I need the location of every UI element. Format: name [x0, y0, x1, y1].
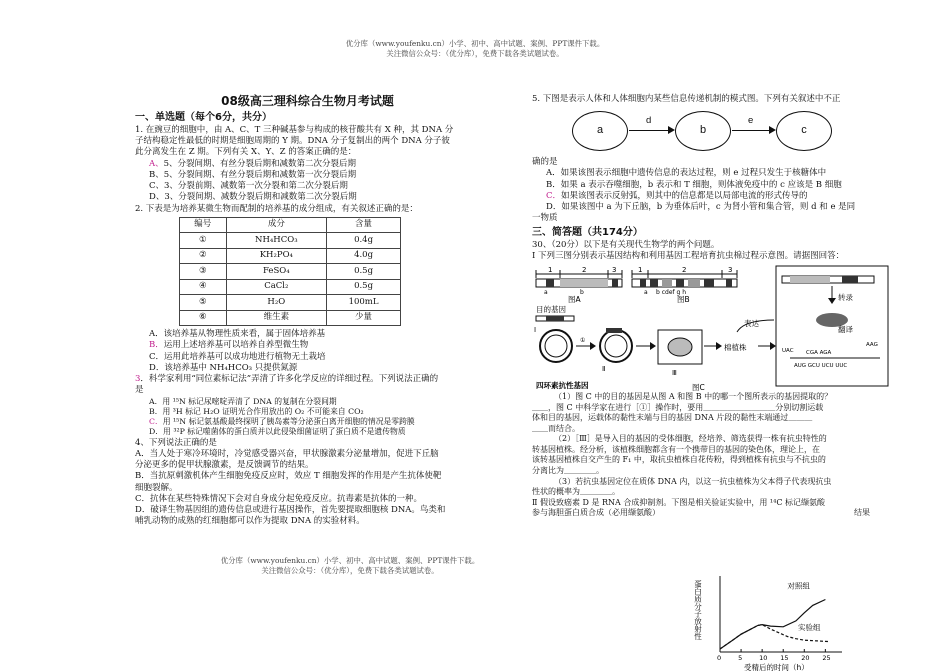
- q30-part1-stem: Ⅰ 下列三图分别表示基因结构和利用基因工程培育抗虫棉过程示意图。请据图回答：: [532, 250, 845, 261]
- node-b: b: [675, 111, 731, 151]
- target-gene-label: 目的基因: [536, 305, 566, 315]
- gene-structure-figure: [532, 262, 890, 392]
- question-5: [532, 94, 890, 225]
- q1-option-c: C、3、分裂前期、减数第一次分裂和第二次分裂后期: [149, 181, 348, 192]
- q1-option-a: [135, 159, 480, 170]
- node-a: a: [572, 111, 628, 151]
- q30-sub2-line4: 分离比为＿＿＿＿。: [532, 465, 604, 475]
- q1-stem-1: 1. 在豌豆的细胞中，由 A、C、T 三种碱基参与构成的核苷酸共有 X 种，其 DNA 分: [135, 125, 454, 136]
- q3-option-b: B．用 ³H 标记 H₂O 证明光合作用放出的 O₂ 不可能来自 CO₂: [149, 406, 364, 416]
- x-tick-label: 10: [759, 654, 768, 662]
- q3-stem-text: ．科学家利用“同位素标记法”弄清了许多化学反应的详细过程。下列说法正确的: [140, 374, 439, 385]
- table-row: [180, 248, 401, 264]
- x-axis-label: 受精后的时间（h）: [744, 663, 809, 672]
- q5-stem: 5. 下图是表示人体和人体细胞内某些信息传递机制的模式图。下列有关叙述中不正: [532, 94, 841, 104]
- q5-option-a: A．如果该图表示细胞中遗传信息的表达过程，则 e 过程只发生于核糖体中: [546, 168, 827, 179]
- chart-axes: [720, 576, 842, 652]
- table-cell: ④: [180, 279, 227, 295]
- q30-sub2-line1: （2）［Ⅲ］是导入目的基因的受体细胞，经培养、筛选获得一株有抗虫特性的: [554, 434, 827, 444]
- q4-option-c: C．抗体在某些特殊情况下会对自身成分起免疫反应。抗毒素是抗体的一种。: [135, 493, 423, 504]
- q3-option-c-key: C．: [149, 417, 163, 427]
- table-cell: ③: [180, 264, 227, 280]
- node-c: c: [776, 111, 832, 151]
- q1-option-a-key: A、: [149, 158, 164, 169]
- label-roman-1: Ⅰ: [534, 326, 537, 335]
- codon-sequence-2: CGA AGA: [806, 350, 832, 357]
- codon-sequence: AUG GCU UCU UUC: [794, 363, 848, 370]
- q30-sub2-line2: 转基因植株。经分析，该植株细胞都含有一个携带目的基因的染色体，理论上，在: [532, 444, 820, 454]
- table-row: [180, 264, 401, 280]
- fig-b-label-3: 3: [728, 266, 733, 275]
- medium-table: [179, 217, 401, 327]
- tetracycline-gene-label: 四环素抗性基因: [536, 381, 589, 391]
- express-label: 表达: [744, 319, 759, 329]
- expression-panel: [776, 266, 888, 386]
- q2-option-c: C．运用此培养基可以成功地进行植物无土栽培: [149, 351, 326, 362]
- question-3: [135, 374, 480, 438]
- q2-option-b-key: B．: [149, 340, 164, 351]
- radioactivity-chart: [690, 574, 850, 672]
- x-tick-label: 25: [822, 654, 831, 662]
- q4-option-d-1: D．破译生物基因组的遗传信息或进行基因操作，首先要提取细胞核 DNA。鸟类和: [135, 505, 446, 516]
- q2-stem: 2. 下表是为培养某微生物而配制的培养基的成分组成，有关叙述正确的是：: [135, 203, 418, 214]
- anticodon-aag: AAG: [866, 342, 878, 349]
- svg-text:a: a: [644, 289, 648, 297]
- x-tick-label: 15: [780, 654, 789, 662]
- footer-line-2: 关注微信公众号：（优分库），免费下载各类试题试卷。: [261, 565, 439, 575]
- q3-option-a: A．用 ¹⁵N 标记尿嘧啶弄清了 DNA 的复制在分裂间期: [149, 396, 337, 406]
- question-2: [135, 204, 480, 375]
- q3-number: 3: [135, 374, 141, 385]
- q30-part2-text: 参与海胆蛋白质合成（必用缬氨酸）: [532, 508, 660, 518]
- q3-stem-1: [135, 374, 480, 385]
- q1-stem-3: 此分离发生在 Z 期。下列有关 X、Y、Z 的答案正确的是：: [135, 147, 357, 158]
- q3-option-c-text: 用 ¹⁵N 标记氨基酸最终探明了胰岛素等分泌蛋白离开细胞的情况是零跨膜: [162, 417, 415, 427]
- fig-b-label-1: 1: [638, 266, 643, 275]
- table-cell: FeSO₄: [226, 264, 327, 280]
- q30-part2-result: 结果: [854, 508, 870, 518]
- table-cell: NH₄HCO₃: [226, 233, 327, 249]
- q3-option-d: D．用 ³²P 标记噬菌体的蛋白质并以此侵染细菌证明了蛋白质不是遗传物质: [149, 427, 406, 437]
- q30-part2-line1: Ⅱ 假设致癌素 D 是 RNA 合成抑制剂。下图是相关验证实验中，用 ¹⁴C 标记缬氨酸: [532, 497, 825, 507]
- table-cell: ②: [180, 248, 227, 264]
- q2-option-b: [135, 340, 480, 351]
- q30-sub1-line1: （1）图 C 中的目的基因是从图 A 和图 B 中的哪一个图所表示的基因提取的？: [554, 392, 833, 402]
- q3-stem-2: 是: [135, 385, 144, 396]
- fig-a-caption: 图A: [568, 295, 581, 305]
- table-row: [180, 310, 401, 326]
- table-cell: ⑤: [180, 295, 227, 311]
- q30-sub3-line2: 性状的概率为＿＿＿＿。: [532, 487, 620, 497]
- q30-stem: 30、（20分）以下是有关现代生物学的两个问题。: [532, 239, 720, 250]
- right-column: [532, 94, 890, 519]
- fig-a-label-3: 3: [612, 266, 617, 275]
- transcribe-label: 转录: [838, 293, 853, 303]
- q2-option-a: A．该培养基从物理性质来看，属于固体培养基: [149, 329, 326, 340]
- exam-title: 08级高三理科综合生物月考试题: [221, 94, 394, 108]
- anticodon-uac: UAC: [782, 348, 794, 355]
- q1-option-d: D、3、分裂间期、减数分裂后期和减数第二次分裂后期: [149, 192, 357, 203]
- fig-a-label-1: 1: [548, 266, 553, 275]
- header-line-1: 优分库（www.youfenku.cn）小学、初中、高中试题、案例、PPT课件下载。: [345, 39, 605, 48]
- figure-a-gene: [536, 266, 622, 304]
- table-cell: 维生素: [226, 310, 327, 326]
- q5-option-c-key: C．: [546, 190, 562, 201]
- label-roman-2: Ⅱ: [602, 365, 606, 374]
- page-footer: [0, 556, 825, 576]
- table-cell: 少量: [327, 310, 401, 326]
- svg-text:a: a: [544, 289, 548, 297]
- svg-text:b: b: [580, 289, 584, 297]
- legend-experiment: 实验组: [797, 622, 821, 632]
- header-line-2: 关注微信公众号：（优分库），免费下载各类试题试卷。: [386, 48, 564, 58]
- arrow-d: [629, 130, 673, 131]
- q4-option-a-1: A．当人处于寒冷环境时，冷觉感受器兴奋，甲状腺激素分泌量增加，促进下丘脑: [135, 448, 439, 459]
- section-short-answer: 三、简答题（共174分）: [532, 226, 643, 238]
- q4-option-a-2: 分泌更多的促甲状腺激素，是反馈调节的结果。: [135, 460, 314, 471]
- q5-option-b: B．如果 a 表示吞噬细胞，b 表示和 T 细胞，则体液免疫中的 c 应该是 B 细胞: [546, 179, 842, 190]
- edge-label-d: d: [646, 115, 652, 127]
- gene-figure-svg: [532, 262, 890, 392]
- table-header: 成分: [226, 217, 327, 233]
- x-tick-label: 5: [738, 654, 743, 662]
- x-tick-label: 0: [717, 654, 722, 662]
- question-1: [135, 125, 480, 204]
- table-header: 含量: [327, 217, 401, 233]
- fig-b-label-2: 2: [682, 266, 687, 275]
- q5-option-c: [532, 191, 890, 202]
- table-row: [180, 279, 401, 295]
- q4-option-b-2: 细胞裂解。: [135, 482, 178, 493]
- label-roman-3: Ⅲ: [672, 369, 677, 378]
- cotton-plant-label: 棉植株: [724, 343, 747, 353]
- table-cell: 0.5g: [327, 279, 401, 295]
- table-cell: H₂O: [226, 295, 327, 311]
- q5-option-d-2: 一物质: [532, 213, 558, 224]
- q30-sub1-line2: ＿＿，图 C 中科学家在进行［①］操作时，要用＿＿＿＿＿＿＿＿＿分别切割运载: [532, 402, 824, 412]
- q30-part1-subquestions: [532, 392, 890, 519]
- table-cell: ①: [180, 233, 227, 249]
- q3-option-c: [135, 417, 480, 427]
- q4-option-d-2: 哺乳动物的成熟的红细胞都可以作为提取 DNA 的实验材料。: [135, 516, 365, 527]
- table-header-row: [180, 217, 401, 233]
- left-column: [135, 94, 480, 527]
- x-tick-label: 20: [801, 654, 810, 662]
- section-single-choice: 一、单选题（每个6分，共分）: [135, 111, 272, 123]
- table-header: 编号: [180, 217, 227, 233]
- legend-control: 对照组: [787, 581, 810, 591]
- q4-option-b-1: B．当抗原刺激机体产生细胞免疫反应时，效应 T 细胞发挥的作用是产生抗体使靶: [135, 471, 442, 482]
- translate-label: 翻译: [838, 325, 853, 335]
- page-header: [0, 39, 950, 59]
- q5-option-c-text: 如果该图表示反射弧，则其中的信息都是以局部电流的形式传导的: [561, 190, 808, 201]
- fig-c-caption: 图C: [692, 383, 705, 393]
- svg-text:①: ①: [580, 337, 586, 345]
- fig-a-label-2: 2: [582, 266, 587, 275]
- q30-part2-line2: [532, 508, 890, 519]
- q1-stem-2: 子结构稳定性最低的时期是细胞周期的 Y 期。DNA 分子复制出的两个 DNA 分子彼: [135, 136, 450, 147]
- question-4: [135, 438, 480, 528]
- footer-line-1: 优分库（www.youfenku.cn）小学、初中、高中试题、案例、PPT课件下载。: [220, 556, 480, 565]
- arrow-e: [732, 130, 774, 131]
- q1-option-a-text: 5、分裂间期、有丝分裂后期和减数第二次分裂后期: [163, 158, 357, 169]
- edge-label-e: e: [748, 115, 754, 127]
- table-row: [180, 295, 401, 311]
- table-cell: 100mL: [327, 295, 401, 311]
- table-cell: KH₂PO₄: [226, 248, 327, 264]
- table-cell: 0.4g: [327, 233, 401, 249]
- table-cell: CaCl₂: [226, 279, 327, 295]
- signal-flow-diagram: [532, 107, 890, 155]
- q5-stem-2: 确的是: [532, 157, 558, 168]
- figure-b-gene: [632, 266, 737, 304]
- q30-sub2-line3: 该转基因植株自交产生的 F₁ 中，取抗虫植株自花传粉，得到植株有抗虫与不抗虫的: [532, 455, 826, 465]
- fig-b-caption: 图B: [677, 295, 690, 305]
- fig-b-segment-labels: b cdef g h: [656, 289, 687, 297]
- q2-option-d: D．该培养基中 NH₄HCO₃ 只提供氮源: [149, 362, 298, 373]
- q2-option-b-text: 运用上述培养基可以培养自养型微生物: [163, 340, 309, 351]
- y-axis-label: 蛋白质分子放射性: [693, 580, 703, 640]
- table-cell: ⑥: [180, 310, 227, 326]
- figure-c-process: [534, 304, 776, 393]
- q30-sub1-line4: ＿＿而结合。: [532, 423, 580, 433]
- table-cell: 4.0g: [327, 248, 401, 264]
- table-cell: 0.5g: [327, 264, 401, 280]
- q30-sub3-line1: （3）若抗虫基因定位在质体 DNA 内，以这一抗虫植株为父本得子代表现抗虫: [554, 476, 832, 486]
- q1-option-b: B、5、分裂间期、有丝分裂后期和减数第一次分裂后期: [149, 169, 357, 180]
- q4-stem: 4、下列说法正确的是: [135, 437, 217, 448]
- table-row: [180, 233, 401, 249]
- chart-labels: [693, 579, 830, 672]
- q5-option-d-1: D．如果该图中 a 为下丘脑，b 为垂体后叶，c 为肾小管和集合管，则 d 和 e 是同: [546, 202, 856, 213]
- q30-sub1-line3: 体和目的基因，运载体的黏性末端与目的基因 DNA 片段的黏性末端通过＿＿＿: [532, 413, 813, 423]
